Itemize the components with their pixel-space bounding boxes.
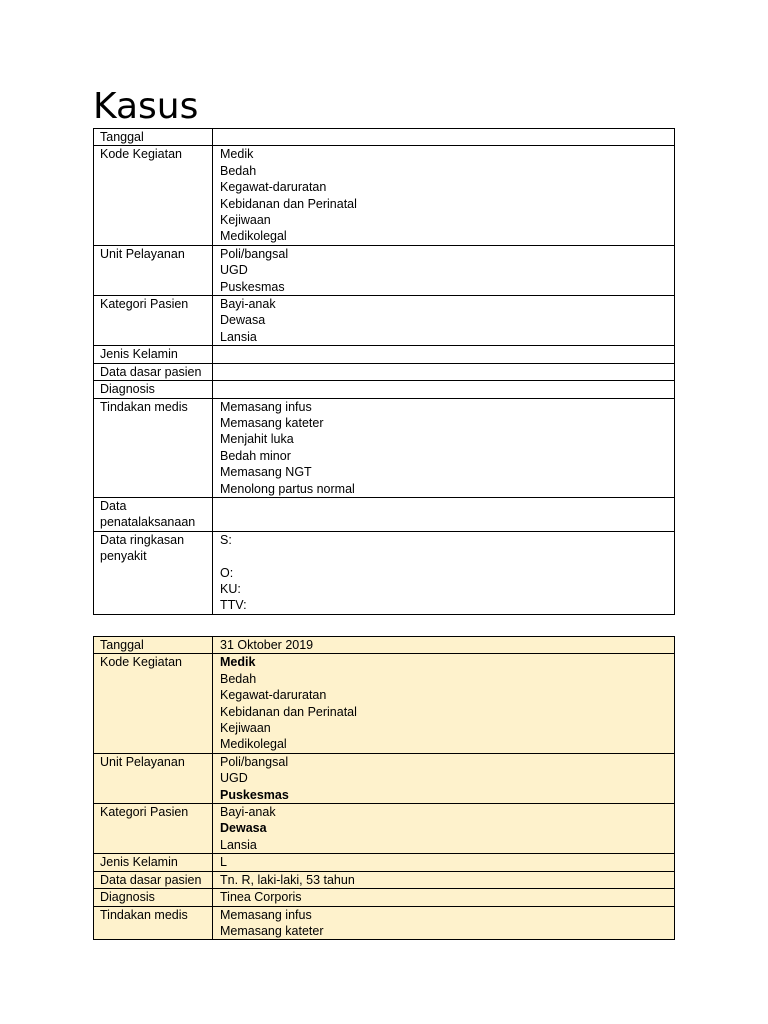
page-title: Kasus — [93, 86, 199, 127]
row-label: Tanggal — [94, 129, 213, 146]
row-label: Diagnosis — [94, 889, 213, 906]
option-item: Memasang infus — [220, 399, 312, 414]
value-line — [220, 129, 668, 145]
row-value — [213, 804, 675, 854]
option-item: Kegawat-daruratan — [220, 688, 327, 703]
option-item: Puskesmas — [220, 279, 285, 294]
row-label: Tindakan medis — [94, 906, 213, 940]
option-item: Bedah minor — [220, 448, 291, 463]
row-value — [213, 637, 675, 654]
table-row-diagnosis — [94, 889, 675, 906]
row-label: Kategori Pasien — [94, 296, 213, 346]
value-line — [220, 498, 668, 514]
selected-option-item: Medik — [220, 655, 256, 670]
row-label: Data dasar pasien — [94, 871, 213, 888]
table-row-unit-pelayanan — [94, 245, 675, 295]
summary-line: KU: — [220, 581, 241, 596]
table-row-tindakan-medis — [94, 906, 675, 940]
row-label: Tanggal — [94, 637, 213, 654]
summary-line: TTV: — [220, 598, 247, 613]
row-label: Kode Kegiatan — [94, 146, 213, 245]
value-line: L — [220, 855, 227, 870]
table-row-unit-pelayanan — [94, 753, 675, 803]
row-value — [213, 245, 675, 295]
row-value — [213, 398, 675, 497]
row-label: Unit Pelayanan — [94, 245, 213, 295]
value-line — [220, 364, 668, 380]
table-row-tanggal — [94, 129, 675, 146]
table-row-kategori-pasien — [94, 804, 675, 854]
row-label: Tindakan medis — [94, 398, 213, 497]
option-item: Medikolegal — [220, 229, 287, 244]
option-item: Kejiwaan — [220, 213, 271, 228]
table-row-diagnosis — [94, 381, 675, 398]
table-row-kode-kegiatan — [94, 654, 675, 753]
value-line — [220, 346, 668, 362]
summary-line: S: — [220, 532, 232, 547]
table-row-data-dasar-pasien — [94, 871, 675, 888]
row-value — [213, 871, 675, 888]
table-row-kode-kegiatan — [94, 146, 675, 245]
option-item: Memasang NGT — [220, 465, 312, 480]
option-item: Medikolegal — [220, 737, 287, 752]
row-label: Diagnosis — [94, 381, 213, 398]
option-item: Bedah — [220, 163, 257, 178]
table-row-jenis-kelamin — [94, 346, 675, 363]
option-item: Medik — [220, 147, 254, 162]
option-item: Poli/bangsal — [220, 246, 289, 261]
option-item: Kegawat-daruratan — [220, 180, 327, 195]
value-line: Tinea Corporis — [220, 890, 302, 905]
option-item: Bayi-anak — [220, 805, 276, 820]
option-item: Poli/bangsal — [220, 754, 289, 769]
table-row-data-dasar-pasien — [94, 363, 675, 380]
option-item: UGD — [220, 771, 248, 786]
row-value — [213, 906, 675, 940]
row-value — [213, 296, 675, 346]
table-row-tanggal — [94, 637, 675, 654]
case-form-blank — [93, 128, 675, 615]
row-value — [213, 381, 675, 398]
table-row-data-penatalaksanaan — [94, 497, 675, 531]
row-label: Data penatalaksanaan — [94, 497, 213, 531]
selected-option-item: Puskesmas — [220, 787, 289, 802]
selected-option-item: Dewasa — [220, 821, 267, 836]
table-row-kategori-pasien — [94, 296, 675, 346]
row-value — [213, 889, 675, 906]
option-item: Dewasa — [220, 313, 266, 328]
option-item: Menjahit luka — [220, 432, 294, 447]
row-value — [213, 146, 675, 245]
row-value — [213, 753, 675, 803]
row-value — [213, 129, 675, 146]
option-item: Bedah — [220, 671, 257, 686]
row-label: Jenis Kelamin — [94, 346, 213, 363]
value-line: 31 Oktober 2019 — [220, 638, 314, 652]
row-value — [213, 346, 675, 363]
row-label: Unit Pelayanan — [94, 753, 213, 803]
option-item: Kebidanan dan Perinatal — [220, 704, 357, 719]
row-label: Kode Kegiatan — [94, 654, 213, 753]
value-line — [220, 381, 668, 397]
option-item: Memasang infus — [220, 907, 312, 922]
row-value — [213, 654, 675, 753]
value-line: Tn. R, laki-laki, 53 tahun — [220, 872, 355, 887]
option-item: UGD — [220, 263, 248, 278]
row-value — [213, 363, 675, 380]
option-item: Menolong partus normal — [220, 481, 355, 496]
row-label: Data dasar pasien — [94, 363, 213, 380]
option-item: Memasang kateter — [220, 415, 324, 430]
option-item: Kebidanan dan Perinatal — [220, 196, 357, 211]
option-item: Kejiwaan — [220, 721, 271, 736]
row-label: Data ringkasan penyakit — [94, 531, 213, 614]
option-item: Bayi-anak — [220, 297, 276, 312]
summary-line — [220, 548, 668, 564]
option-item: Memasang kateter — [220, 923, 324, 938]
summary-line: O: — [220, 565, 234, 580]
row-value — [213, 531, 675, 614]
table-row-tindakan-medis — [94, 398, 675, 497]
table-row-jenis-kelamin — [94, 854, 675, 871]
case-form-filled — [93, 636, 675, 940]
row-label: Kategori Pasien — [94, 804, 213, 854]
option-item: Lansia — [220, 837, 257, 852]
row-value — [213, 497, 675, 531]
option-item: Lansia — [220, 329, 257, 344]
table-row-data-ringkasan-penyakit — [94, 531, 675, 614]
row-label: Jenis Kelamin — [94, 854, 213, 871]
row-value — [213, 854, 675, 871]
